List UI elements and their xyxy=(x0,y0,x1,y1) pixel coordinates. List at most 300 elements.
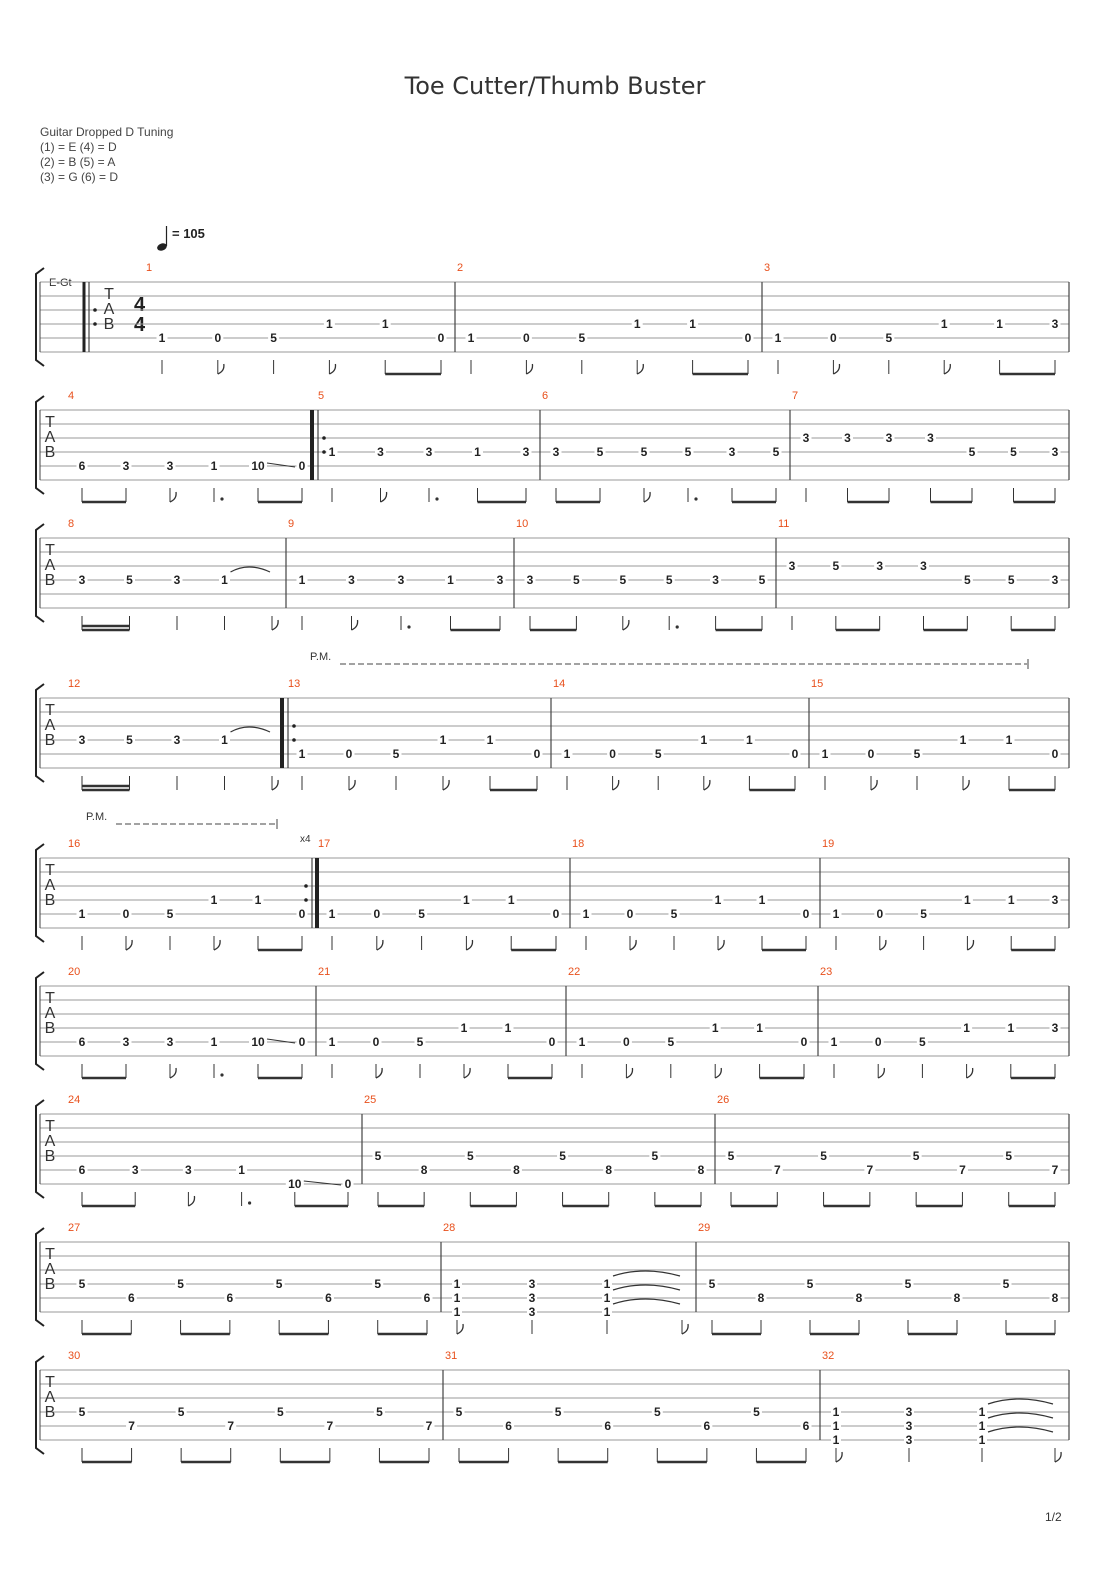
tab-system xyxy=(36,1222,1069,1334)
fret-number: 5 xyxy=(912,1149,920,1163)
tab-clef-letter: A xyxy=(44,1005,56,1022)
fret-number: 0 xyxy=(122,907,130,921)
fret-number: 0 xyxy=(548,1035,556,1049)
fret-number: 5 xyxy=(78,1277,86,1291)
fret-number: 1 xyxy=(463,893,470,907)
fret-number: 5 xyxy=(126,733,133,747)
dot-mark xyxy=(220,1073,223,1076)
fret-number: 1 xyxy=(254,893,262,907)
tab-system xyxy=(36,838,1069,950)
tab-clef-letter: T xyxy=(45,414,55,431)
song-title: Toe Cutter/Thumb Buster xyxy=(404,72,706,100)
fret-number: 5 xyxy=(392,747,400,761)
eighth-flag xyxy=(833,364,839,374)
fret-number: 3 xyxy=(1051,445,1059,459)
fret-number: 0 xyxy=(1051,747,1059,761)
fret-number: 5 xyxy=(1002,1277,1010,1291)
fret-number: 1 xyxy=(210,893,218,907)
eighth-flag xyxy=(464,1068,470,1078)
tie-arc xyxy=(613,1299,680,1304)
fret-number: 1 xyxy=(578,1035,586,1049)
fret-number: 1 xyxy=(978,1433,986,1447)
tab-clef-letter: B xyxy=(44,1404,56,1421)
repeat-count: x4 xyxy=(300,834,311,845)
tab-clef-letter: B xyxy=(44,572,56,589)
fret-number: 5 xyxy=(913,747,921,761)
fret-number: 1 xyxy=(832,1405,840,1419)
fret-number: 8 xyxy=(1051,1291,1059,1305)
fret-number: 3 xyxy=(397,573,405,587)
fret-number: 5 xyxy=(466,1149,474,1163)
fret-number: 1 xyxy=(964,893,971,907)
eighth-flag xyxy=(170,1068,176,1078)
fret-number: 7 xyxy=(1051,1163,1059,1177)
tab-system xyxy=(36,262,1069,374)
bar-number: 20 xyxy=(68,966,81,978)
tab-system xyxy=(36,518,1069,630)
fret-number: 1 xyxy=(453,1305,461,1319)
fret-number: 8 xyxy=(697,1163,705,1177)
bar-number: 23 xyxy=(820,966,833,978)
fret-number: 1 xyxy=(940,317,948,331)
fret-number: 5 xyxy=(772,445,780,459)
fret-number: 1 xyxy=(832,1433,840,1447)
fret-number: 3 xyxy=(166,1035,174,1049)
fret-number: 5 xyxy=(667,1035,675,1049)
fret-number: 1 xyxy=(821,747,829,761)
bar-number: 24 xyxy=(68,1094,81,1106)
fret-number: 5 xyxy=(820,1149,827,1163)
bar-number: 10 xyxy=(516,518,529,530)
fret-number: 1 xyxy=(563,747,571,761)
fret-number: 1 xyxy=(963,1021,970,1035)
fret-number: 3 xyxy=(78,733,86,747)
fret-number: 1 xyxy=(700,733,708,747)
tuning-heading: Guitar Dropped D Tuning xyxy=(40,125,174,139)
fret-number: 5 xyxy=(651,1149,659,1163)
bar-number: 27 xyxy=(68,1222,81,1234)
eighth-flag xyxy=(626,1068,632,1078)
fret-number: 5 xyxy=(640,445,648,459)
fret-number: 6 xyxy=(78,459,86,473)
tie-arc xyxy=(231,727,271,732)
fret-number: 7 xyxy=(773,1163,781,1177)
eighth-flag xyxy=(381,492,387,502)
tab-clef-letter: T xyxy=(45,702,55,719)
fret-number: 3 xyxy=(528,1277,536,1291)
eighth-flag xyxy=(457,1324,463,1334)
fret-number: 3 xyxy=(528,1305,536,1319)
bar-number: 3 xyxy=(764,262,771,274)
fret-number: 5 xyxy=(418,907,425,921)
bar-number: 22 xyxy=(568,966,581,978)
fret-number: 5 xyxy=(727,1149,735,1163)
tab-clef-letter: A xyxy=(44,1261,56,1278)
tuning-line: (3) = G (6) = D xyxy=(40,170,119,184)
fret-number: 1 xyxy=(381,317,389,331)
fret-number: 1 xyxy=(996,317,1003,331)
bar-number: 19 xyxy=(822,838,835,850)
fret-number: 3 xyxy=(173,573,181,587)
fret-number: 6 xyxy=(226,1291,234,1305)
fret-number: 0 xyxy=(791,747,799,761)
fret-number: 5 xyxy=(559,1149,566,1163)
fret-number: 6 xyxy=(127,1291,135,1305)
fret-number: 0 xyxy=(533,747,541,761)
tab-clef-letter: A xyxy=(44,557,56,574)
bar-number: 12 xyxy=(68,678,81,690)
repeat-dot xyxy=(322,450,326,454)
tie-arc xyxy=(231,567,271,572)
fret-number: 5 xyxy=(78,1405,86,1419)
tab-system xyxy=(36,966,1069,1078)
fret-number: 1 xyxy=(328,907,336,921)
fret-number: 5 xyxy=(1007,573,1015,587)
tab-clef-letter: T xyxy=(45,1118,55,1135)
fret-number: 1 xyxy=(507,893,515,907)
fret-number: 5 xyxy=(166,907,174,921)
fret-number: 8 xyxy=(757,1291,765,1305)
fret-number: 1 xyxy=(830,1035,838,1049)
fret-number: 1 xyxy=(298,747,306,761)
bar-number: 1 xyxy=(146,262,153,274)
eighth-flag xyxy=(630,940,636,950)
tab-system xyxy=(36,1350,1069,1462)
fret-number: 1 xyxy=(474,445,481,459)
fret-number: 5 xyxy=(758,573,766,587)
eighth-flag xyxy=(623,620,629,630)
fret-number: 1 xyxy=(603,1305,611,1319)
dot-mark xyxy=(248,1201,251,1204)
bar-number: 13 xyxy=(288,678,301,690)
eighth-flag xyxy=(644,492,650,502)
eighth-flag xyxy=(871,780,877,790)
fret-number: 5 xyxy=(684,445,692,459)
fret-number: 1 xyxy=(714,893,722,907)
fret-number: 5 xyxy=(963,573,971,587)
bar-number: 31 xyxy=(445,1350,458,1362)
bar-number: 2 xyxy=(457,262,464,274)
fret-number: 1 xyxy=(603,1277,611,1291)
dot-mark xyxy=(220,497,223,500)
tab-clef-letter: A xyxy=(44,1133,56,1150)
bar-number: 30 xyxy=(68,1350,81,1362)
fret-number: 0 xyxy=(298,907,306,921)
dot-mark xyxy=(694,497,697,500)
fret-number: 3 xyxy=(844,431,851,445)
tab-clef-letter: B xyxy=(44,892,56,909)
fret-number: 1 xyxy=(328,445,336,459)
fret-number: 3 xyxy=(905,1419,913,1433)
fret-number: 5 xyxy=(919,1035,926,1049)
fret-number: 1 xyxy=(959,733,967,747)
fret-number: 6 xyxy=(604,1419,612,1433)
fret-number: 1 xyxy=(1007,1021,1015,1035)
tuning-line: (2) = B (5) = A xyxy=(40,155,116,169)
bar-number: 26 xyxy=(717,1094,730,1106)
fret-number: 5 xyxy=(596,445,604,459)
tab-clef-letter: A xyxy=(44,429,56,446)
bar-number: 25 xyxy=(364,1094,377,1106)
tab-clef-letter: B xyxy=(103,316,115,333)
palm-mute-label: P.M. xyxy=(86,811,108,823)
fret-number: 3 xyxy=(131,1163,139,1177)
fret-number: 7 xyxy=(128,1419,135,1433)
fret-number: 5 xyxy=(806,1277,814,1291)
fret-number: 5 xyxy=(578,331,586,345)
bar-number: 4 xyxy=(68,390,75,402)
eighth-flag xyxy=(272,780,278,790)
fret-number: 0 xyxy=(298,459,306,473)
fret-number: 3 xyxy=(173,733,181,747)
tab-clef-letter: T xyxy=(104,286,114,303)
eighth-flag xyxy=(188,1196,194,1206)
tempo-marking: = 105 xyxy=(172,226,205,241)
repeat-dot xyxy=(93,308,97,312)
fret-number: 7 xyxy=(326,1419,334,1433)
fret-number: 0 xyxy=(626,907,634,921)
eighth-flag xyxy=(376,1068,382,1078)
fret-number: 5 xyxy=(275,1277,283,1291)
fret-number: 3 xyxy=(122,1035,130,1049)
fret-number: 1 xyxy=(298,573,306,587)
bar-number: 32 xyxy=(822,1350,835,1362)
bar-number: 5 xyxy=(318,390,325,402)
dot-mark xyxy=(676,625,679,628)
eighth-flag xyxy=(836,1452,842,1462)
eighth-flag xyxy=(613,780,619,790)
fret-number: 5 xyxy=(708,1277,716,1291)
fret-number: 1 xyxy=(210,1035,218,1049)
dot-mark xyxy=(435,497,438,500)
fret-number: 1 xyxy=(633,317,641,331)
fret-number: 1 xyxy=(221,573,228,587)
tab-clef-letter: T xyxy=(45,1374,55,1391)
fret-number: 3 xyxy=(788,559,796,573)
eighth-flag xyxy=(272,620,278,630)
eighth-flag xyxy=(963,780,969,790)
eighth-flag xyxy=(704,780,710,790)
fret-number: 1 xyxy=(603,1291,611,1305)
tuning-line: (1) = E (4) = D xyxy=(40,140,117,154)
eighth-flag xyxy=(715,1068,721,1078)
tab-clef-letter: A xyxy=(103,301,115,318)
tab-clef-letter: T xyxy=(45,990,55,1007)
tab-clef-letter: B xyxy=(44,1020,56,1037)
fret-number: 5 xyxy=(376,1405,383,1419)
fret-number: 8 xyxy=(420,1163,428,1177)
fret-number: 3 xyxy=(905,1405,913,1419)
bar-number: 15 xyxy=(811,678,824,690)
instrument-label: E-Gt xyxy=(49,277,72,289)
fret-number: 3 xyxy=(122,459,130,473)
fret-number: 5 xyxy=(654,747,662,761)
fret-number: 0 xyxy=(830,331,837,345)
fret-number: 3 xyxy=(496,573,504,587)
fret-number: 3 xyxy=(712,573,719,587)
fret-number: 1 xyxy=(689,317,696,331)
repeat-dot xyxy=(304,898,308,902)
tab-clef-letter: T xyxy=(45,542,55,559)
tab-system xyxy=(36,678,1069,790)
fret-number: 1 xyxy=(746,733,753,747)
fret-number: 7 xyxy=(425,1419,433,1433)
fret-number: 5 xyxy=(374,1277,382,1291)
eighth-flag xyxy=(526,364,532,374)
bar-number: 14 xyxy=(553,678,566,690)
fret-number: 1 xyxy=(447,573,454,587)
fret-number: 5 xyxy=(276,1405,284,1419)
fret-number: 5 xyxy=(665,573,673,587)
fret-number: 3 xyxy=(425,445,433,459)
fret-number: 6 xyxy=(423,1291,431,1305)
fret-number: 1 xyxy=(467,331,475,345)
tab-clef-letter: B xyxy=(44,444,56,461)
eighth-flag xyxy=(944,364,950,374)
tie-arc xyxy=(988,1427,1053,1432)
fret-number: 0 xyxy=(800,1035,808,1049)
fret-number: 0 xyxy=(744,331,752,345)
fret-number: 3 xyxy=(166,459,174,473)
dot-mark xyxy=(407,625,410,628)
eighth-flag xyxy=(878,1068,884,1078)
eighth-flag xyxy=(349,780,355,790)
fret-number: 1 xyxy=(504,1021,512,1035)
tab-clef-letter: T xyxy=(45,862,55,879)
fret-number: 1 xyxy=(758,893,766,907)
fret-number: 1 xyxy=(210,459,218,473)
fret-number: 1 xyxy=(486,733,494,747)
fret-number: 1 xyxy=(756,1021,763,1035)
fret-number: 3 xyxy=(927,431,934,445)
repeat-dot xyxy=(322,436,326,440)
tab-system xyxy=(36,1094,1069,1206)
fret-number: 5 xyxy=(177,1405,185,1419)
fret-number: 5 xyxy=(619,573,627,587)
fret-number: 3 xyxy=(728,445,736,459)
fret-number: 1 xyxy=(1005,733,1013,747)
fret-number: 1 xyxy=(221,733,228,747)
fret-number: 6 xyxy=(802,1419,810,1433)
repeat-dot xyxy=(292,724,296,728)
fret-number: 3 xyxy=(78,573,86,587)
tie-arc xyxy=(988,1413,1053,1418)
tab-clef-letter: A xyxy=(44,877,56,894)
fret-number: 5 xyxy=(1005,1149,1013,1163)
eighth-flag xyxy=(466,940,472,950)
fret-number: 1 xyxy=(238,1163,245,1177)
fret-number: 1 xyxy=(978,1419,986,1433)
fret-number: 3 xyxy=(377,445,384,459)
fret-number: 5 xyxy=(177,1277,184,1291)
fret-number: 1 xyxy=(460,1021,468,1035)
fret-number: 6 xyxy=(78,1035,86,1049)
fret-number: 0 xyxy=(298,1035,306,1049)
bar-number: 8 xyxy=(68,518,75,530)
tie-arc xyxy=(613,1285,680,1290)
fret-number: 0 xyxy=(344,1177,352,1191)
eighth-flag xyxy=(377,940,383,950)
fret-number: 3 xyxy=(905,1433,913,1447)
fret-number: 5 xyxy=(455,1405,463,1419)
fret-number: 3 xyxy=(1051,1021,1059,1035)
repeat-dot xyxy=(93,322,97,326)
fret-number: 0 xyxy=(609,747,616,761)
fret-number: 3 xyxy=(348,573,355,587)
fret-number: 0 xyxy=(345,747,353,761)
fret-number: 1 xyxy=(439,733,447,747)
tab-clef-letter: B xyxy=(44,732,56,749)
repeat-dot xyxy=(304,884,308,888)
bar-number: 16 xyxy=(68,838,81,850)
fret-number: 5 xyxy=(904,1277,912,1291)
fret-number: 7 xyxy=(866,1163,874,1177)
eighth-flag xyxy=(967,1068,973,1078)
eighth-flag xyxy=(214,940,220,950)
bar-number: 11 xyxy=(778,518,790,530)
fret-number: 3 xyxy=(552,445,560,459)
fret-number: 0 xyxy=(372,1035,380,1049)
repeat-dot xyxy=(292,738,296,742)
fret-number: 5 xyxy=(920,907,927,921)
fret-number: 5 xyxy=(374,1149,382,1163)
fret-number: 1 xyxy=(711,1021,719,1035)
fret-number: 3 xyxy=(526,573,534,587)
bar-number: 28 xyxy=(443,1222,456,1234)
bar-number: 17 xyxy=(318,838,331,850)
eighth-flag xyxy=(170,492,176,502)
fret-number: 7 xyxy=(959,1163,966,1177)
fret-number: 3 xyxy=(885,431,893,445)
fret-number: 8 xyxy=(513,1163,520,1177)
fret-number: 1 xyxy=(453,1291,461,1305)
eighth-flag xyxy=(967,940,973,950)
fret-number: 1 xyxy=(453,1277,461,1291)
fret-number: 5 xyxy=(832,559,840,573)
fret-number: 1 xyxy=(774,331,782,345)
fret-number: 1 xyxy=(832,1419,840,1433)
bar-number: 18 xyxy=(572,838,585,850)
time-signature-bottom: 4 xyxy=(134,314,146,336)
fret-number: 0 xyxy=(552,907,560,921)
tab-clef-letter: B xyxy=(44,1276,56,1293)
fret-number: 5 xyxy=(1010,445,1017,459)
fret-number: 1 xyxy=(1007,893,1015,907)
tab-clef-letter: T xyxy=(45,1246,55,1263)
fret-number: 0 xyxy=(802,907,810,921)
fret-number: 1 xyxy=(582,907,590,921)
tab-clef-letter: B xyxy=(44,1148,56,1165)
fret-number: 1 xyxy=(326,317,333,331)
fret-number: 3 xyxy=(528,1291,536,1305)
bar-number: 6 xyxy=(542,390,549,402)
tie-arc xyxy=(613,1271,680,1276)
eighth-flag xyxy=(682,1324,688,1334)
fret-number: 5 xyxy=(416,1035,424,1049)
eighth-flag xyxy=(880,940,886,950)
fret-number: 5 xyxy=(968,445,976,459)
tab-system xyxy=(36,390,1069,502)
fret-number: 1 xyxy=(328,1035,336,1049)
fret-number: 5 xyxy=(270,331,277,345)
fret-number: 0 xyxy=(623,1035,630,1049)
fret-number: 0 xyxy=(867,747,875,761)
eighth-flag xyxy=(718,940,724,950)
fret-number: 6 xyxy=(325,1291,332,1305)
fret-number: 3 xyxy=(185,1163,192,1177)
fret-number: 5 xyxy=(554,1405,562,1419)
fret-number: 5 xyxy=(753,1405,760,1419)
